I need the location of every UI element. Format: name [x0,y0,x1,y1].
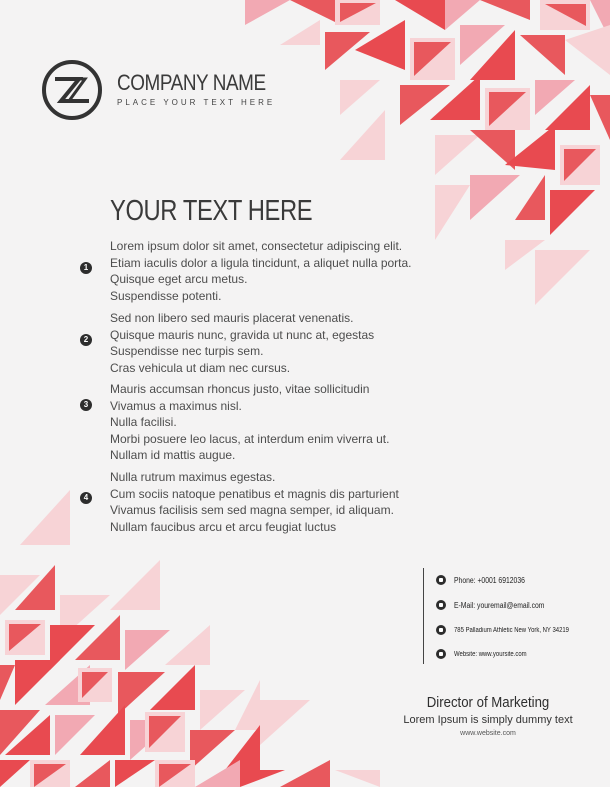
email-icon [436,600,446,610]
section-number-badge: 3 [80,399,92,411]
section-line: Suspendisse nec turpis sem. [110,344,264,359]
signature-block [398,694,578,737]
section-line: Cum sociis natoque penatibus et magnis dis parturient [110,486,399,501]
text-section-2 [110,310,430,376]
contact-address [436,625,589,635]
section-line: Morbi posuere leo lacus, at interdum enim viverra ut. [110,431,390,446]
signature-subtitle: Lorem Ipsum is simply dummy text [403,714,573,726]
phone-text: Phone: +0001 6912036 [454,575,525,585]
section-line: Nulla facilisi. [110,415,177,430]
section-line: Mauris accumsan rhoncus justo, vitae sollicitudin [110,382,370,396]
section-number-badge: 4 [80,492,92,504]
contact-email [436,600,560,610]
text-section-1 [110,238,430,304]
section-line: Nulla rutrum maximus egestas. [110,470,276,484]
address-text: 785 Palladium Athletic New York, NY 34219 [454,626,570,634]
contact-website [436,649,539,659]
section-line: Vivamus a maximus nisl. [110,398,242,413]
company-name: COMPANY NAME [117,70,266,95]
company-block [117,70,290,107]
section-line: Nullam faucibus arcu et arcu feugiat luctus [110,519,337,534]
section-line: Quisque eget arcu metus. [110,272,248,287]
page-heading: YOUR TEXT HERE [110,195,313,227]
website-text: Website: www.yoursite.com [454,650,527,658]
job-title: Director of Marketing [426,694,550,711]
company-logo [41,59,103,121]
phone-icon [436,575,446,585]
section-number-badge: 2 [80,334,92,346]
contact-phone [436,575,537,585]
section-line: Sed non libero sed mauris placerat venenatis. [110,311,354,325]
section-line: Lorem ipsum dolor sit amet, consectetur adipiscing elit. [110,239,403,253]
text-section-3 [110,381,430,464]
signature-website: www.website.com [460,730,516,737]
section-line: Quisque mauris nunc, gravida ut nunc at, egestas [110,327,375,342]
section-number-badge: 1 [80,262,92,274]
location-icon [436,625,446,635]
text-section-4 [110,469,430,535]
globe-icon [436,649,446,659]
section-line: Vivamus facilisis sem sed magna semper, id aliquam. [110,503,394,518]
email-text: E-Mail: youremail@email.com [454,600,545,610]
section-line: Suspendisse potenti. [110,288,222,303]
section-line: Cras vehicula ut diam nec cursus. [110,360,291,375]
section-line: Etiam iaculis dolor a ligula tincidunt, a aliquet nulla porta. [110,255,412,270]
company-tagline: PLACE YOUR TEXT HERE [117,98,276,107]
section-line: Nullam id mattis augue. [110,448,236,463]
contact-info [423,568,604,664]
